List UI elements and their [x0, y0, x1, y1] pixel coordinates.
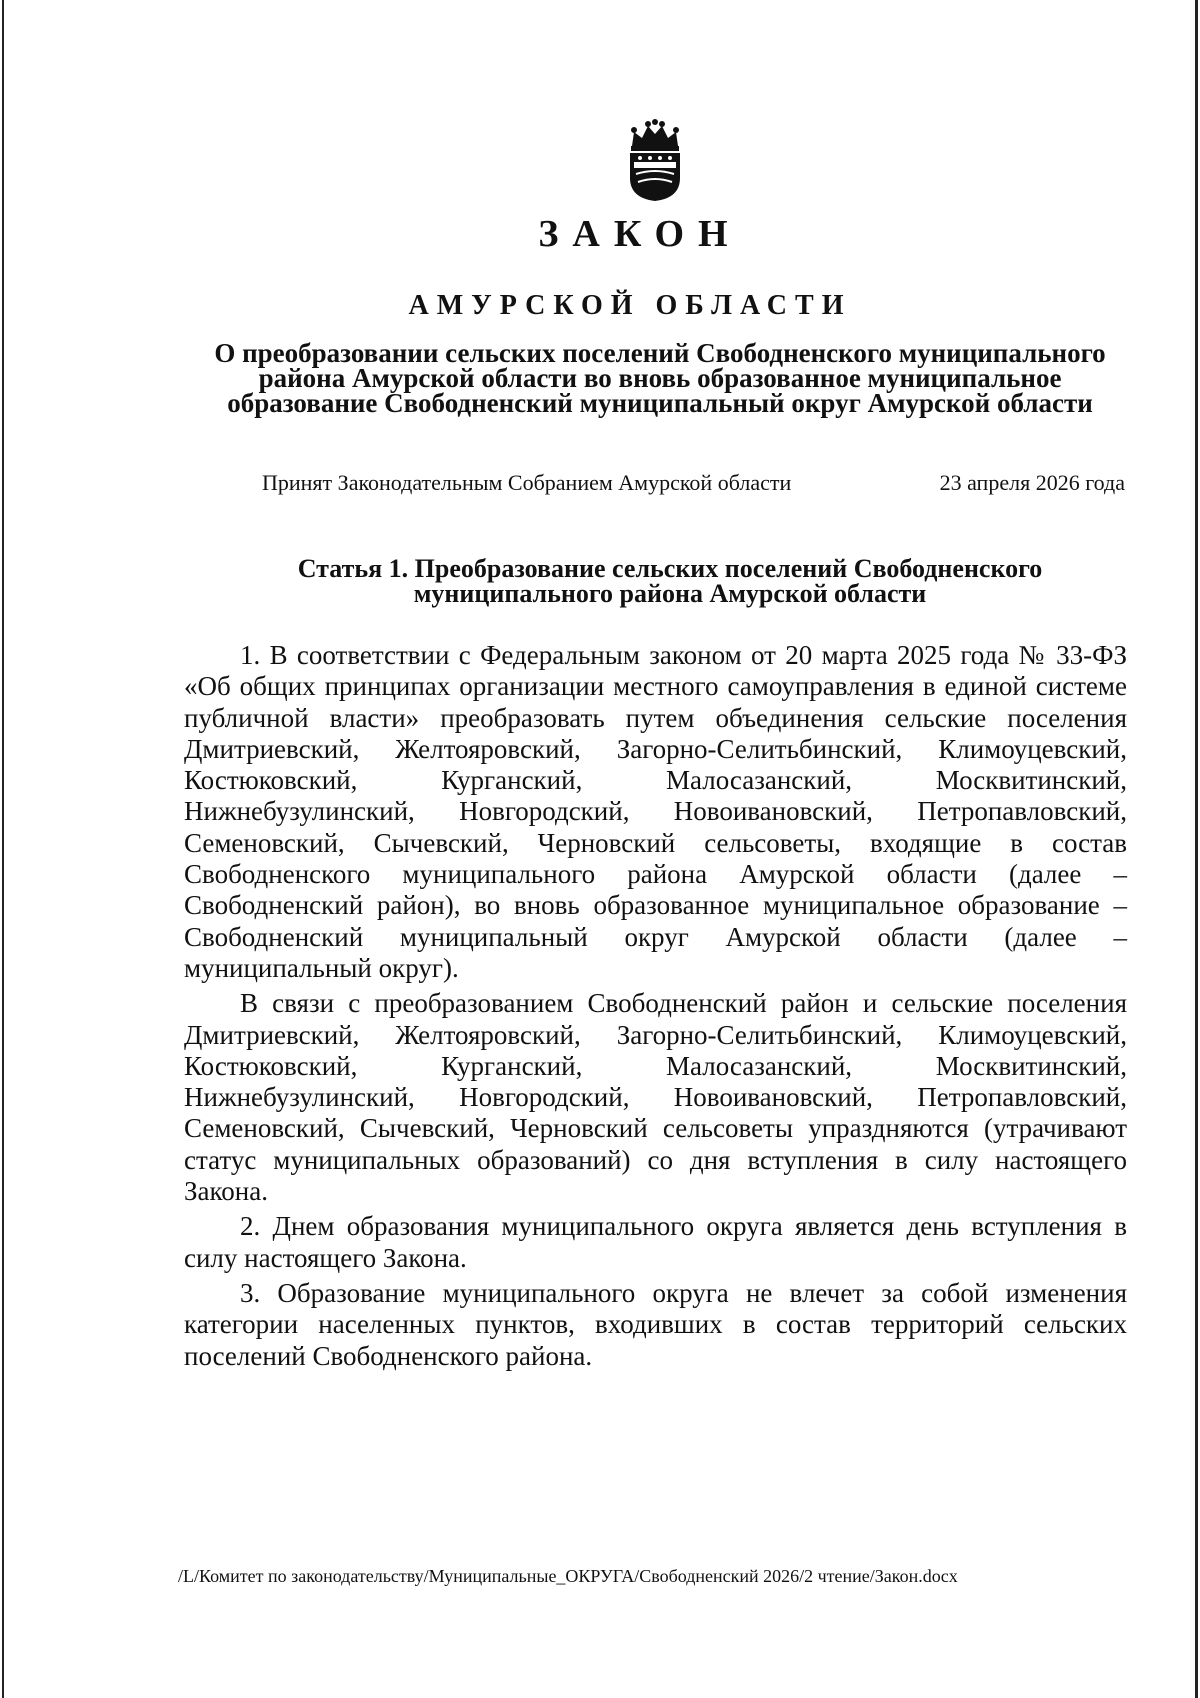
article-heading-line: муниципального района Амурской области: [413, 579, 927, 608]
law-title: ЗАКОН: [538, 213, 742, 255]
law-subject-line: района Амурской области во вновь образованное муниципальное: [258, 363, 1062, 393]
region-title: АМУРСКОЙ ОБЛАСТИ: [408, 290, 852, 321]
article-1-body: [184, 640, 1127, 1372]
article-heading-line: Статья 1. Преобразование сельских поселений Свободненского: [297, 554, 1043, 583]
paragraph-1-continued: В связи с преобразованием Свободненский район и сельские поселения Дмитриевский, Желтояровский, Загорно-Селитьбинский, Климоуцевский, Костюковский, Курганский, Малосазанский, Москвитинский, Нижнебузулинский, Новгородский, Новоивановский, Петропавловский, Семеновский, Сычевский, Черновский сельсоветы упраздняются (утрачивают статус муниципальных образований) со дня вступления в силу настоящего Закона.: [184, 988, 1127, 1207]
adoption-line: [262, 470, 1125, 496]
adoption-date: 23 апреля 2026 года: [939, 470, 1125, 495]
footer-file-path: /L/Комитет по законодательству/Муниципальные_ОКРУГА/Свободненский 2026/2 чтение/Закон.docx: [178, 1566, 958, 1586]
coat-of-arms-icon: [626, 118, 684, 202]
paragraph-1: 1. В соответствии с Федеральным законом от 20 марта 2025 года № 33-ФЗ «Об общих принципах организации местного самоуправления в единой системе публичной власти» преобразовать путем объединения сельские поселения Дмитриевский, Желтояровский, Загорно-Селитьбинский, Климоуцевский, Костюковский, Курганский, Малосазанский, Москвитинский, Нижнебузулинский, Новгородский, Новоивановский, Петропавловский, Семеновский, Сычевский, Черновский сельсоветы, входящие в состав Свободненского муниципального района Амурской области (далее – Свободненский район), во вновь образованное муниципальное образование – Свободненский муниципальный округ Амурской области (далее – муниципальный округ).: [184, 640, 1127, 983]
adopting-body: Принят Законодательным Собранием Амурской области: [262, 470, 792, 495]
law-subject-line: О преобразовании сельских поселений Свободненского муниципального: [214, 338, 1106, 368]
paragraph-3: 3. Образование муниципального округа не влечет за собой изменения категории населенных пунктов, входивших в состав территорий сельских поселений Свободненского района.: [184, 1277, 1127, 1371]
article-1-heading: [230, 556, 1110, 606]
law-subject-line: образование Свободненский муниципальный округ Амурской области: [227, 388, 1093, 418]
paragraph-2: 2. Днем образования муниципального округа является день вступления в силу настоящего Закона.: [184, 1211, 1127, 1273]
law-subject: [180, 338, 1140, 418]
